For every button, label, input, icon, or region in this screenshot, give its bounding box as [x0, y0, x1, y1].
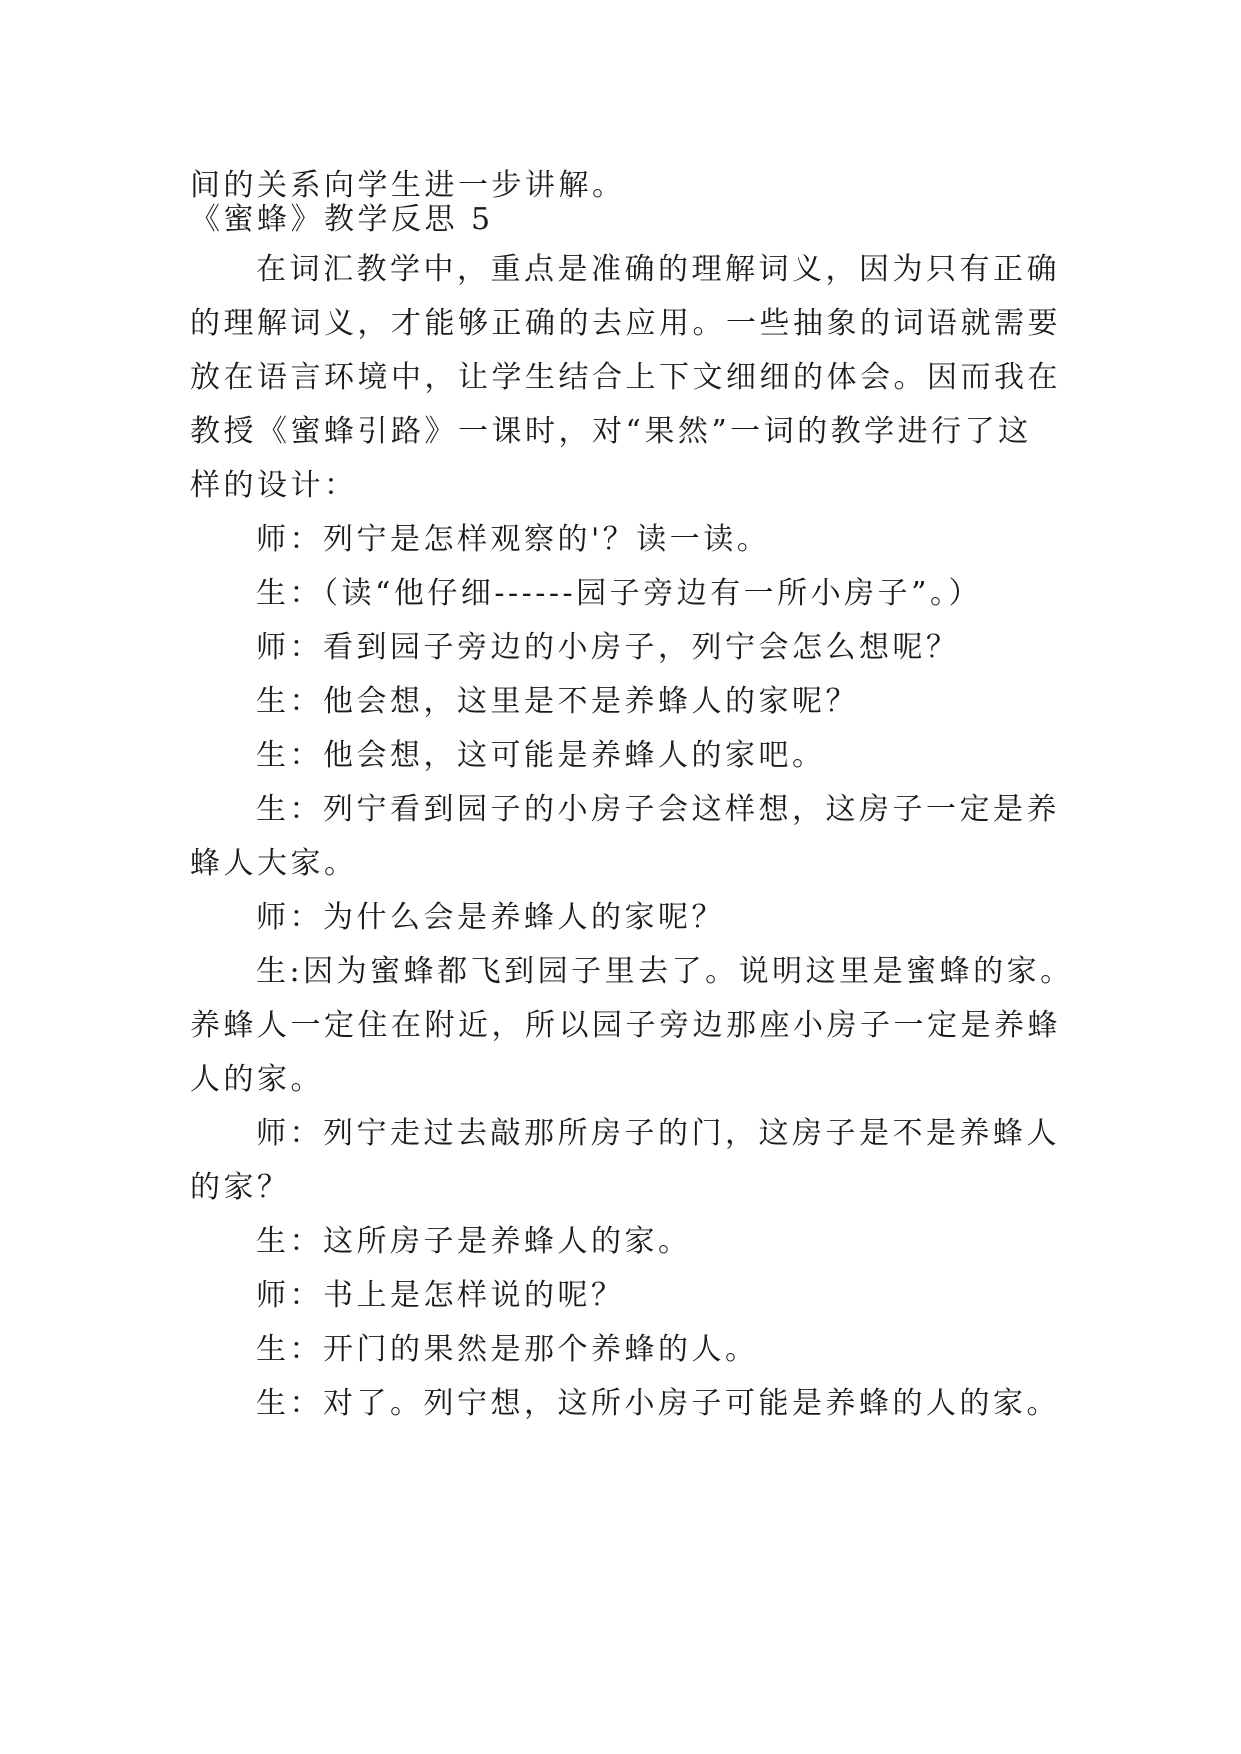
- dialogue-line: 师：看到园子旁边的小房子，列宁会怎么想呢？: [256, 630, 960, 665]
- dialogue-line: 师：列宁走过去敲那所房子的门，这房子是不是养蜂人: [256, 1116, 1060, 1151]
- text-line: 间的关系向学生进一步讲解。: [190, 168, 626, 203]
- dialogue-line: 生：这所房子是养蜂人的家。: [256, 1224, 692, 1259]
- paragraph-line: 放在语言环境中，让学生结合上下文细细的体会。因而我在: [190, 360, 1061, 395]
- dialogue-line: 师：列宁是怎样观察的'？读一读。: [256, 522, 771, 557]
- dialogue-line: 生：开门的果然是那个养蜂的人。: [256, 1332, 759, 1367]
- section-heading: 《蜜蜂》教学反思 5: [190, 202, 494, 237]
- dialogue-line: 生：（读“他仔细------园子旁边有一所小房子”。）: [256, 576, 982, 611]
- paragraph-line: 的理解词义，才能够正确的去应用。一些抽象的词语就需要: [190, 306, 1061, 341]
- dialogue-line: 的家？: [190, 1170, 291, 1205]
- dialogue-line: 养蜂人一定住在附近，所以园子旁边那座小房子一定是养蜂: [190, 1008, 1061, 1043]
- dialogue-line: 人的家。: [190, 1062, 324, 1097]
- dialogue-line: 蜂人大家。: [190, 846, 358, 881]
- dialogue-line: 生:因为蜜蜂都飞到园子里去了。说明这里是蜜蜂的家。: [256, 954, 1074, 989]
- paragraph-line: 在词汇教学中，重点是准确的理解词义，因为只有正确: [256, 252, 1060, 287]
- dialogue-line: 生：列宁看到园子的小房子会这样想，这房子一定是养: [256, 792, 1060, 827]
- dialogue-line: 师：书上是怎样说的呢？: [256, 1278, 625, 1313]
- dialogue-line: 生：对了。列宁想，这所小房子可能是养蜂的人的家。: [256, 1386, 1060, 1421]
- dialogue-line: 生：他会想，这可能是养蜂人的家吧。: [256, 738, 826, 773]
- dialogue-line: 师：为什么会是养蜂人的家呢？: [256, 900, 725, 935]
- dialogue-line: 生：他会想，这里是不是养蜂人的家呢？: [256, 684, 859, 719]
- paragraph-line: 样的设计：: [190, 468, 358, 503]
- paragraph-line: 教授《蜜蜂引路》一课时，对“果然”一词的教学进行了这: [190, 414, 1032, 449]
